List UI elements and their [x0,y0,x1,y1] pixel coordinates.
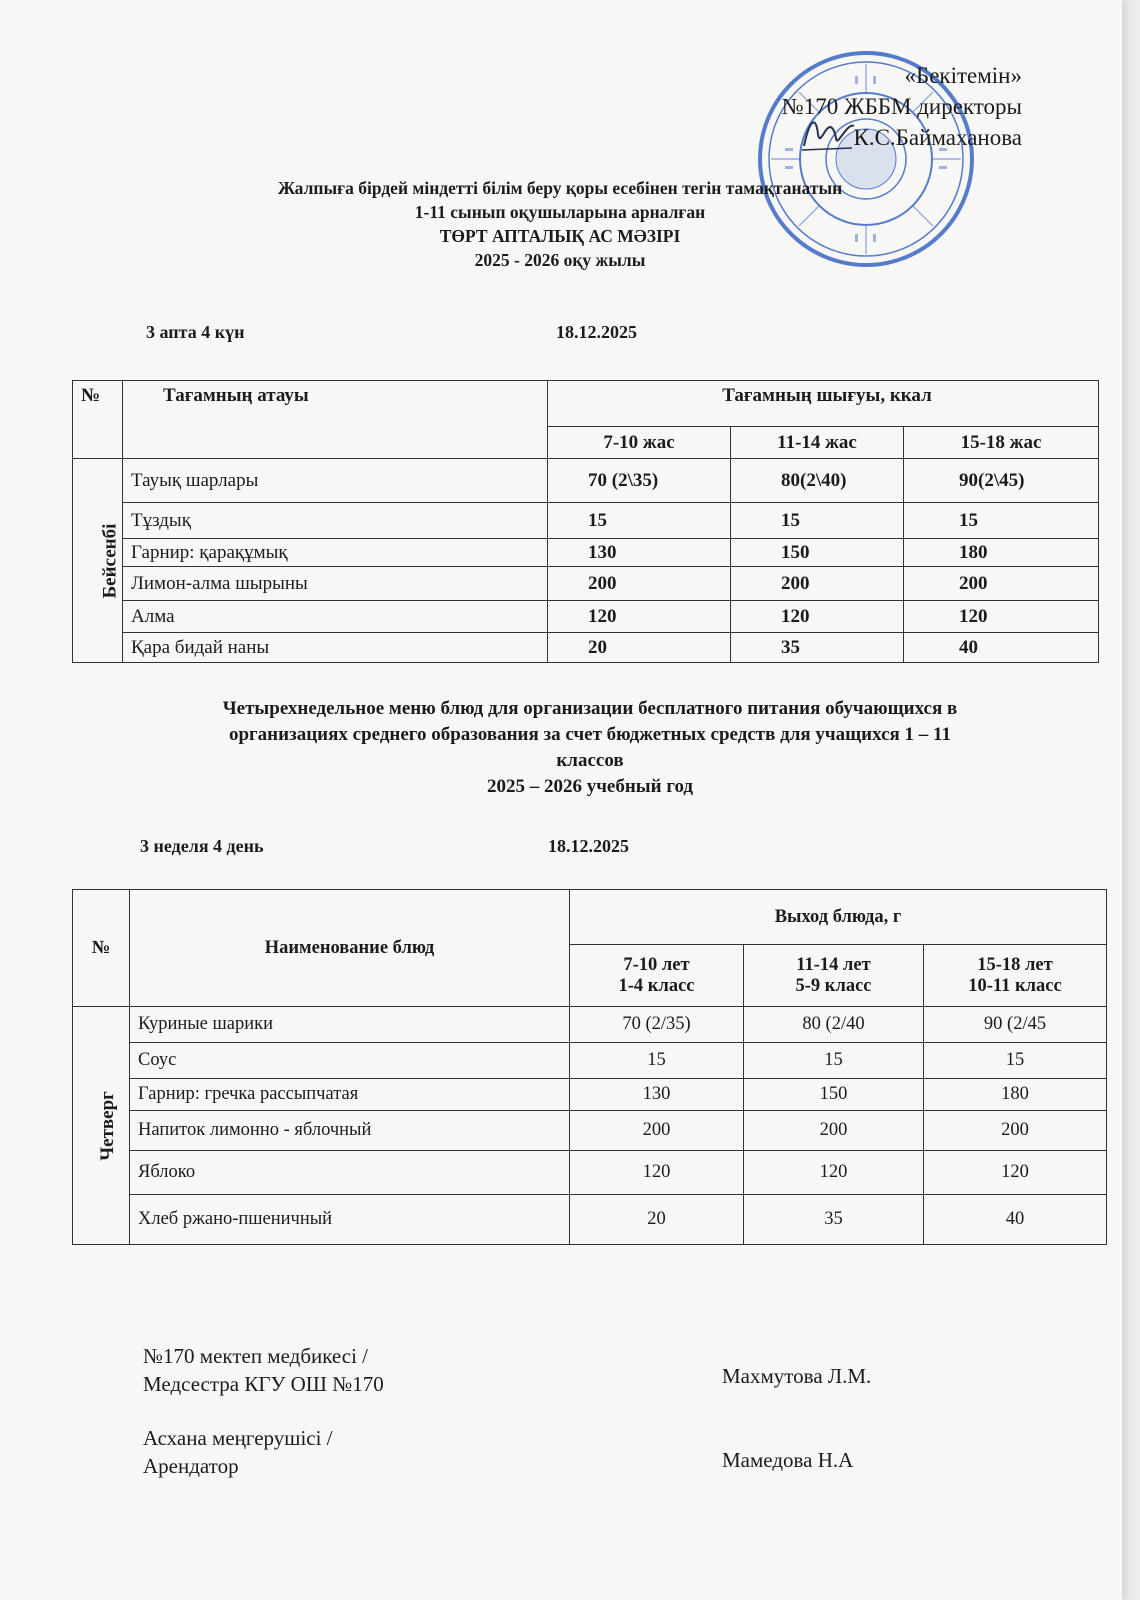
kz-row-1-v1: 70 (2\35) [548,459,731,503]
table-row [73,1043,1107,1079]
ru-col-num: № [73,890,130,1007]
kz-row-6-name: Қара бидай наны [123,633,548,663]
ru-age-3 [924,945,1107,1007]
kz-row-2-v3: 15 [904,503,1099,539]
ru-row-6-v3: 40 [924,1195,1107,1245]
ru-age-1-years: 7-10 лет [623,954,690,975]
ru-title [120,696,1060,800]
kz-row-6-v2: 35 [731,633,904,663]
kz-age-1: 7-10 жас [548,427,731,459]
ru-row-1-v3: 90 (2/45 [924,1007,1107,1043]
ru-age-3-years: 15-18 лет [977,954,1053,975]
table-row [73,539,1099,567]
kz-row-4-v2: 200 [731,567,904,601]
ru-day-date: 18.12.2025 [548,836,629,856]
table-row [73,503,1099,539]
kz-row-1-v3: 90(2\45) [904,459,1099,503]
kz-row-4-name: Лимон-алма шырыны [123,567,548,601]
kz-row-3-v2: 150 [731,539,904,567]
ru-row-2-v2: 15 [744,1043,924,1079]
ru-day-label: 3 неделя 4 день [140,836,264,856]
ru-row-4-v2: 200 [744,1111,924,1151]
nurse-name: Махмутова Л.М. [722,1364,872,1388]
kz-col-num: № [73,381,123,459]
ru-row-5-v3: 120 [924,1151,1107,1195]
table-row [73,1079,1107,1111]
ru-title-line4: 2025 – 2026 учебный год [486,776,694,797]
ru-row-5-v2: 120 [744,1151,924,1195]
cook-role [143,1424,333,1480]
ru-col-yield: Выход блюда, г [570,890,1107,945]
approval-block [782,60,1022,153]
nurse-role-line2: Медсестра КГУ ОШ №170 [143,1372,384,1396]
kz-title-line4: 2025 - 2026 оқу жылы [474,250,646,270]
kz-row-3-name: Гарнир: қарақұмық [123,539,548,567]
ru-row-4-name: Напиток лимонно - яблочный [130,1111,570,1151]
ru-col-name: Наименование блюд [130,890,570,1007]
table-row [73,1151,1107,1195]
ru-row-1-v2: 80 (2/40 [744,1007,924,1043]
ru-row-2-v3: 15 [924,1043,1107,1079]
kz-row-5-name: Алма [123,601,548,633]
nurse-role-line1: №170 мектеп медбикесі / [143,1344,369,1368]
kz-day-date: 18.12.2025 [556,322,637,342]
cook-role-line2: Арендатор [143,1454,239,1478]
kz-row-1-v2: 80(2\40) [731,459,904,503]
approval-position: №170 ЖББМ директоры [781,94,1022,119]
table-row [73,1111,1107,1151]
ru-row-3-name: Гарнир: гречка рассыпчатая [130,1079,570,1111]
table-row [73,567,1099,601]
kz-row-2-name: Тұздық [123,503,548,539]
ru-row-3-v2: 150 [744,1079,924,1111]
kz-age-2: 11-14 жас [731,427,904,459]
ru-menu-table [72,889,1107,1245]
ru-row-2-name: Соус [130,1043,570,1079]
cook-role-line1: Асхана меңгерушісі / [143,1426,333,1450]
kz-col-yield: Тағамның шығуы, ккал [548,381,1099,427]
kz-menu-table [72,380,1099,663]
ru-day-name: Четверг [96,1090,118,1161]
table-row [73,1195,1107,1245]
kz-day-label: 3 апта 4 күн [146,322,245,342]
ru-title-line1: Четырехнедельное меню блюд для организации бесплатного питания обучающихся в [222,698,958,719]
ru-row-6-v1: 20 [570,1195,744,1245]
ru-row-4-v1: 200 [570,1111,744,1151]
ru-age-2 [744,945,924,1007]
kz-age-3: 15-18 жас [904,427,1099,459]
kz-row-4-v1: 200 [548,567,731,601]
kz-row-5-v3: 120 [904,601,1099,633]
kz-title-line1: Жалпыға бірдей міндетті білім беру қоры есебінен тегін тамақтанатын [277,178,843,198]
ru-age-3-grade: 10-11 класс [968,975,1062,996]
table-row [73,601,1099,633]
kz-row-3-v3: 180 [904,539,1099,567]
kz-col-name: Тағамның атауы [123,381,548,459]
ru-row-5-v1: 120 [570,1151,744,1195]
ru-day-cell [73,1007,130,1245]
kz-row-3-v1: 130 [548,539,731,567]
table-row [73,633,1099,663]
ru-row-4-v3: 200 [924,1111,1107,1151]
kz-row-2-v1: 15 [548,503,731,539]
approval-heading: «Бекітемін» [904,63,1022,88]
ru-age-2-years: 11-14 лет [796,954,871,975]
kz-row-6-v1: 20 [548,633,731,663]
kz-row-6-v3: 40 [904,633,1099,663]
ru-title-line2: организациях среднего образования за счет бюджетных средств для учащихся 1 – 11 [228,724,951,745]
kz-row-4-v3: 200 [904,567,1099,601]
ru-row-1-v1: 70 (2/35) [570,1007,744,1043]
kz-row-1-name: Тауық шарлары [123,459,548,503]
kz-title [60,176,1060,272]
ru-row-5-name: Яблоко [130,1151,570,1195]
approval-name: К.С.Баймаханова [853,125,1022,150]
ru-row-6-v2: 35 [744,1195,924,1245]
ru-title-line3: классов [556,750,624,771]
kz-row-2-v2: 15 [731,503,904,539]
kz-day-cell [73,459,123,663]
nurse-role [143,1342,384,1398]
cook-name: Мамедова Н.А [722,1448,854,1472]
ru-row-2-v1: 15 [570,1043,744,1079]
kz-row-5-v2: 120 [731,601,904,633]
table-row [73,459,1099,503]
ru-age-1-grade: 1-4 класс [618,975,695,996]
kz-row-5-v1: 120 [548,601,731,633]
kz-day-name: Бейсенбі [99,523,121,598]
ru-row-3-v1: 130 [570,1079,744,1111]
kz-title-line2: 1-11 сынып оқушыларына арналған [414,202,706,222]
kz-title-line3: ТӨРТ АПТАЛЫҚ АС МӘЗІРІ [439,226,681,246]
table-row [73,1007,1107,1043]
ru-row-6-name: Хлеб ржано-пшеничный [130,1195,570,1245]
ru-age-2-grade: 5-9 класс [795,975,872,996]
ru-age-1 [570,945,744,1007]
ru-row-3-v3: 180 [924,1079,1107,1111]
ru-row-1-name: Куриные шарики [130,1007,570,1043]
